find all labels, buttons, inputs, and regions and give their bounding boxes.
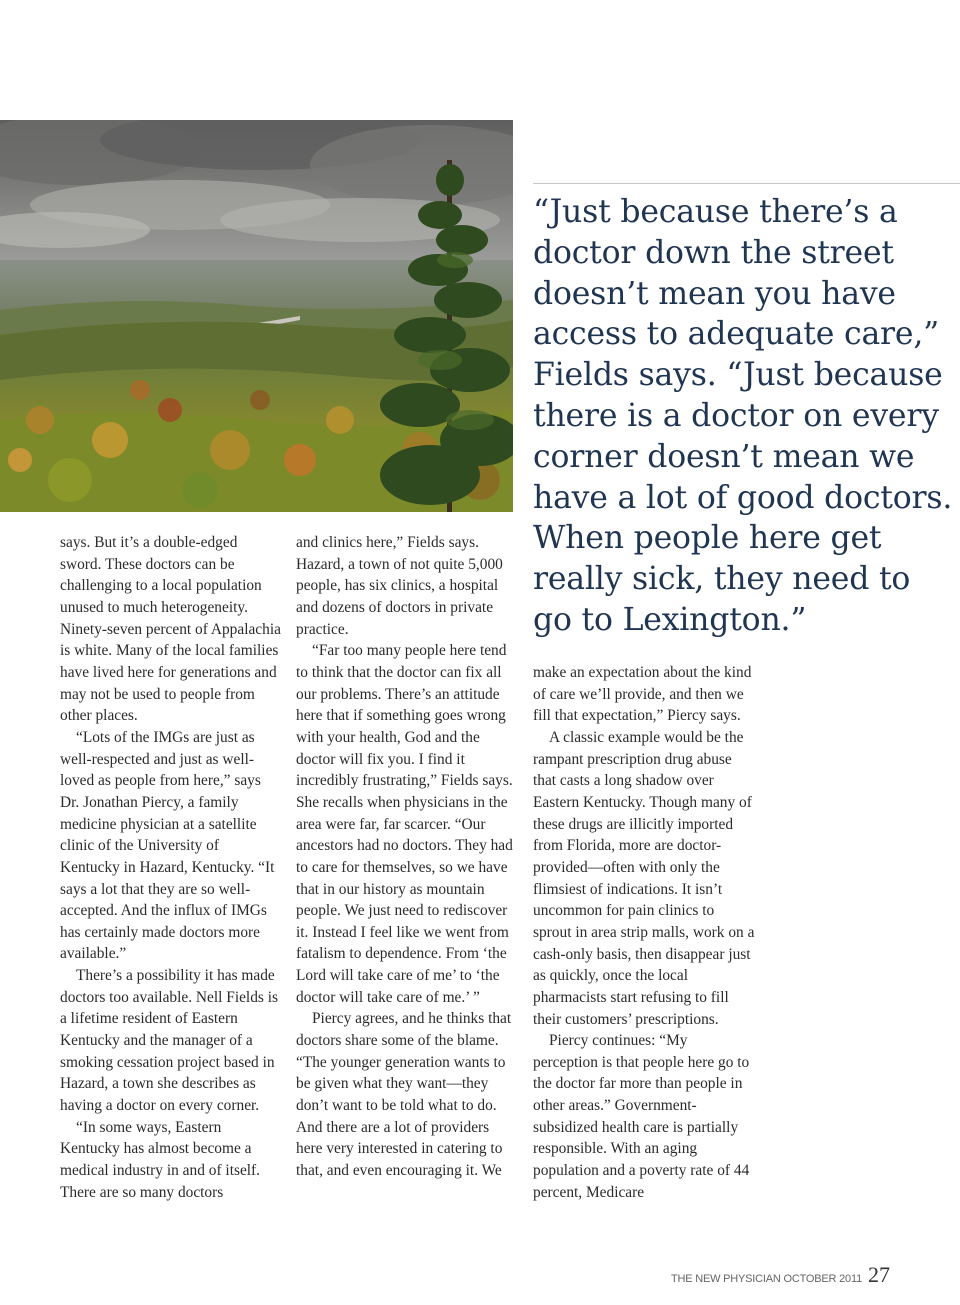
landscape-photo — [0, 120, 513, 512]
paragraph: A classic example would be the rampant prescription drug abuse that casts a long shadow over Eastern Kentucky. Though many of these drugs are illicitly imported from Florida, more are doctor-provided—often with only the flimsiest of indications. It isn’t uncommon for pain clinics to sprout in area strip malls, work on a cash-only basis, then disappear just as quickly, once the local pharmacists start refusing to fill their customers’ prescriptions. — [533, 728, 755, 1028]
paragraph: says. But it’s a double-edged sword. These doctors can be challenging to a local population unused to much heterogeneity. Ninety-seven percent of Appalachia is white. Many of the local families have lived here for generations and may not be used to people from other places. — [60, 534, 281, 725]
text-column-1 — [60, 532, 282, 1203]
text-column-2 — [296, 532, 518, 1182]
paragraph: and clinics here,” Fields says. Hazard, a town of not quite 5,000 people, has six clinics, a hospital and dozens of doctors in private practice. — [296, 534, 503, 638]
mountain-forest-image — [0, 120, 513, 512]
paragraph: “Lots of the IMGs are just as well-respected and just as well-loved as people from here,” says Dr. Jonathan Piercy, a family medicine physician at a satellite clinic of the University of Kentucky in Hazard, Kentucky. “It says a lot that they are so well-accepted. And the influx of IMGs has certainly made doctors more available.” — [60, 728, 275, 963]
paragraph: make an expectation about the kind of care we’ll provide, and then we fill that expectation,” Piercy says. — [533, 664, 752, 725]
page-number: 27 — [868, 1262, 890, 1287]
paragraph: “Far too many people here tend to think that the doctor can fix all our problems. There’s an attitude here that if something goes wrong with your health, God and the doctor will fix you. I find it incredibly frustrating,” Fields says. She recalls when physicians in the area were far, far scarcer. “Our ancestors had no doctors. They had to care for themselves, so we have that in our history as mountain people. We just need to rediscover it. Instead I feel like we went from fatalism to dependence. From ‘the Lord will take care of me’ to ‘the doctor will take care of me.’ ” — [296, 642, 513, 1006]
text-column-3 — [533, 662, 755, 1203]
paragraph: Piercy continues: “My perception is that people here go to the doctor far more than people in other areas.” Government-subsidized health care is partially responsible. With an aging population and a poverty rate of 44 percent, Medicare — [533, 1032, 750, 1201]
paragraph: There’s a possibility it has made doctors too available. Nell Fields is a lifetime resident of Eastern Kentucky and the manager of a smoking cessation project based in Hazard, a town she describes as having a doctor on every corner. — [60, 967, 278, 1115]
pull-quote-rule — [533, 183, 960, 184]
page-footer — [671, 1262, 890, 1288]
pull-quote: “Just because there’s a doctor down the street doesn’t mean you have access to adequate care,” Fields says. “Just because there is a doctor on every corner doesn’t mean we have a lot of good doctors. When people here get really sick, they need to go to Lexington.” — [533, 194, 953, 638]
paragraph: Piercy agrees, and he thinks that doctors share some of the blame. “The younger generation wants to be given what they want—they don’t want to be told what to do. And there are a lot of providers here very interested in catering to that, and even encouraging it. We — [296, 1010, 512, 1180]
masthead: THE NEW PHYSICIAN OCTOBER 2011 — [670, 1273, 862, 1285]
paragraph: “In some ways, Eastern Kentucky has almost become a medical industry in and of itself. There are so many doctors — [60, 1118, 261, 1201]
